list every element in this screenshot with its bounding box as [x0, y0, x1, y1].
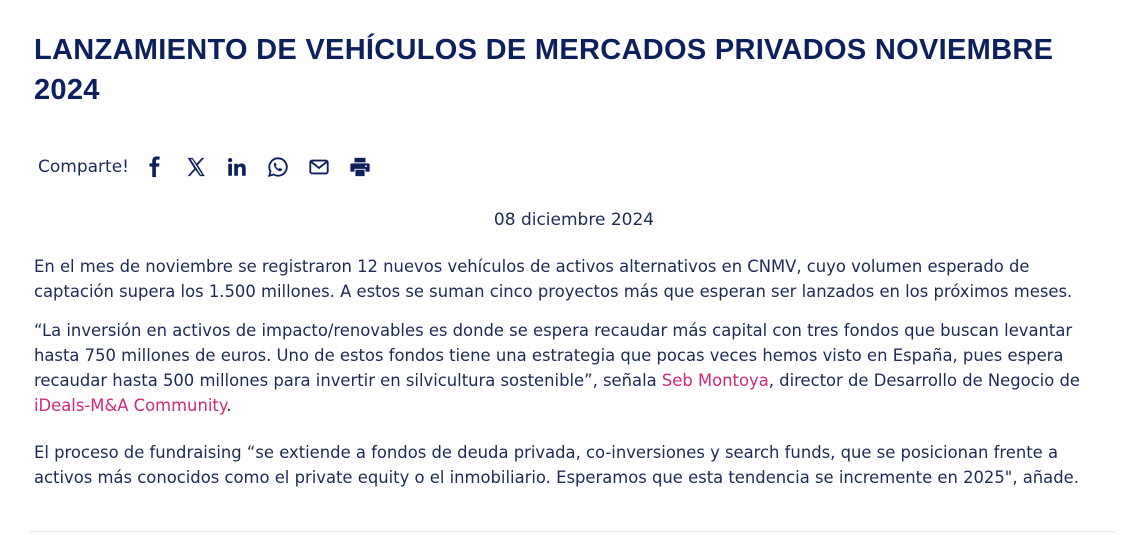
- article-paragraph-2: [34, 318, 1114, 418]
- share-label: Comparte!: [38, 157, 129, 177]
- share-bar: [38, 152, 389, 182]
- seb-montoya-link[interactable]: Seb Montoya: [661, 371, 769, 390]
- whatsapp-icon[interactable]: [266, 155, 290, 179]
- facebook-icon[interactable]: [143, 155, 167, 179]
- paragraph-2-text-2: , director de Desarrollo de Negocio de: [768, 371, 1080, 390]
- article-paragraph-3: El proceso de fundraising “se extiende a fondos de deuda privada, co-inversiones y search funds, que se posicionan frente a activos más conocidos como el private equity o el inmobiliario. Esperamos que esta tendencia se incremente en 2025", añade.: [34, 443, 1079, 487]
- email-icon[interactable]: [307, 155, 331, 179]
- paragraph-2-text-3: .: [226, 396, 232, 415]
- print-icon[interactable]: [348, 155, 372, 179]
- x-icon[interactable]: [184, 155, 208, 179]
- linkedin-icon[interactable]: [225, 155, 249, 179]
- paragraph-2-text-1: “La inversión en activos de impacto/renovables es donde se espera recaudar más capital con tres fondos que buscan levantar hasta 750 millones de euros. Uno de estos fondos tiene una estrategia que pocas veces hemos visto en España, pues espera recaudar hasta 500 millones para invertir en silvicultura sostenible”, señala: [34, 321, 1073, 390]
- article-paragraph-1: En el mes de noviembre se registraron 12 nuevos vehículos de activos alternativos en CNMV, cuyo volumen esperado de captación supera los 1.500 millones. A estos se suman cinco proyectos más que esperan ser lanzados en los próximos meses.: [34, 257, 1073, 301]
- ideals-community-link[interactable]: iDeals-M&A Community: [34, 396, 227, 415]
- article-date: 08 diciembre 2024: [493, 210, 655, 230]
- article-title: LANZAMIENTO DE VEHÍCULOS DE MERCADOS PRIVADOS NOVIEMBRE 2024: [34, 34, 1054, 106]
- divider: [30, 531, 1115, 532]
